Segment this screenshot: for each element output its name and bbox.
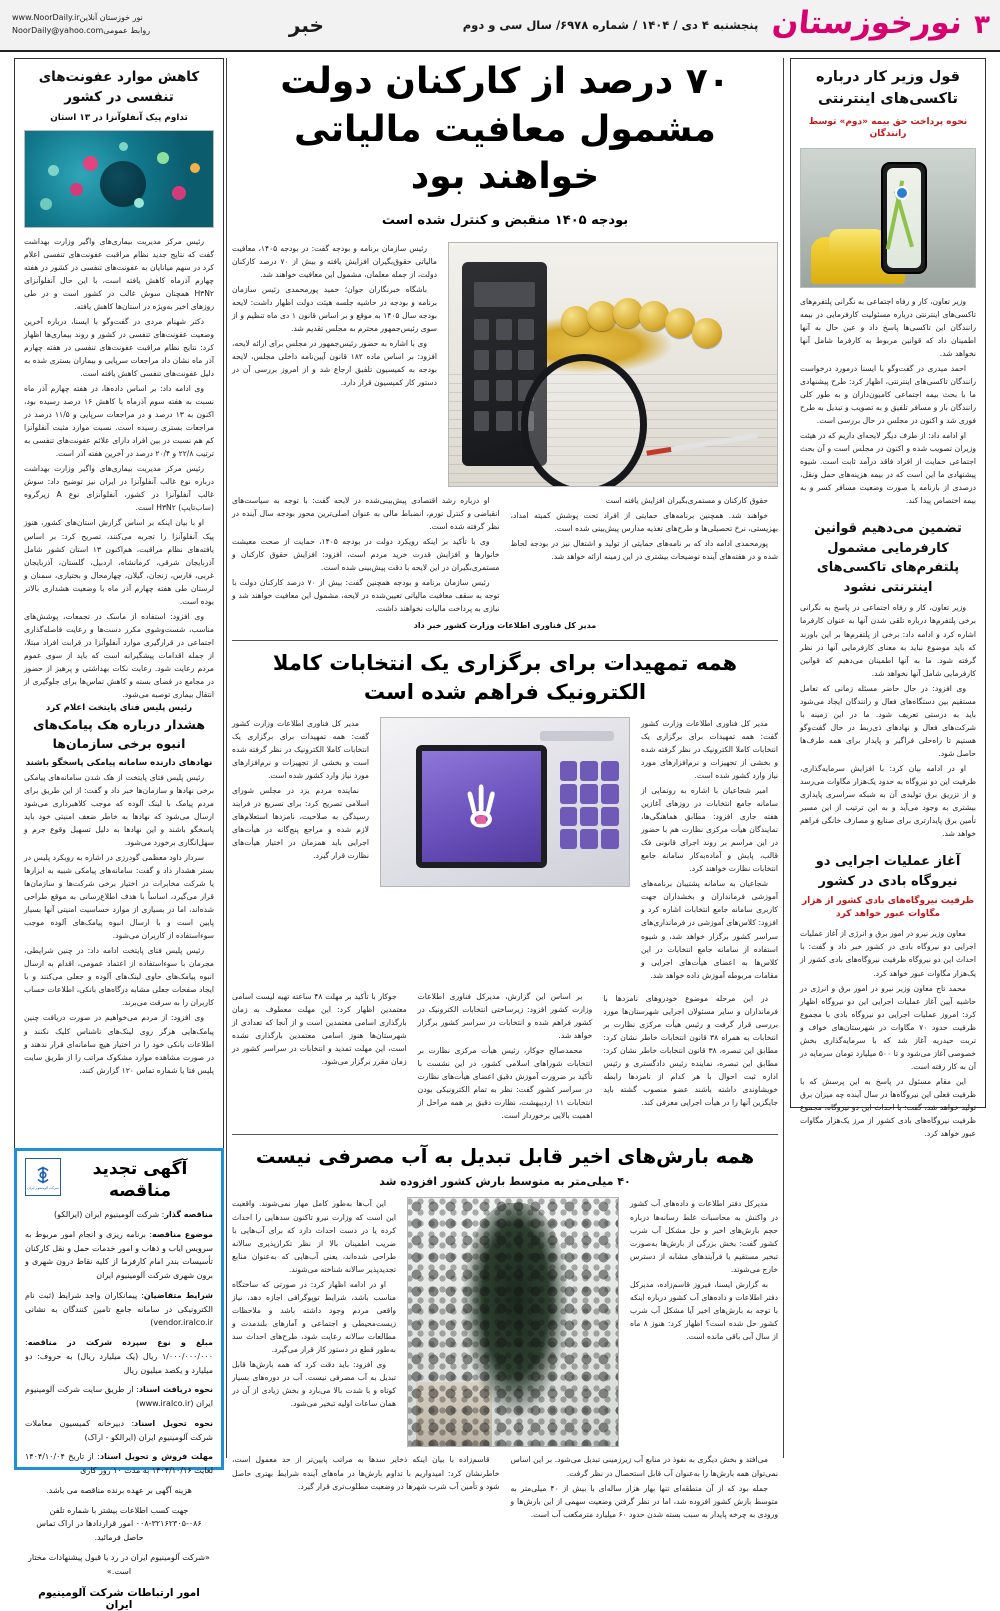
right-third-subheading: ظرفیت نیروگاه‌های بادی کشور از هزار مگاوات عبور خواهد کرد	[801, 896, 975, 920]
budget-story-headline: ۷۰ درصد از کارکنان دولت مشمول معافیت مالیاتی خواهند بود	[280, 61, 730, 198]
right-third-body	[800, 927, 976, 1140]
ad-line-deposit: مبلغ و نوع سپرده شرکت در مناقصه: ۱/۰۰۰/۰۰۰/۰۰۰ ریال (یک میلیارد ریال) به حروف: دو میلیارد و یکصد میلیون ریال	[25, 1338, 213, 1375]
right-lead-subtitle: نحوه پرداخت حق بیمه «دوم» توسط رانندگان	[808, 116, 968, 140]
paragraph: رئیس پلیس فتای پایتخت از هک شدن سامانه‌های پیامکی برخی نهادها و سازمان‌ها خبر داد و گفت: از این طریق برای مردم پیامک با لینک آلوده که موجب کلاهبرداری می‌شود ارسال می‌شود که نهادها به خاطر ضعف امنیتی خود باید پاسخگو باشند و این نهادها به دلیل تسهیل وقوع جرم و سهل‌انگاری برخورد می‌شود.	[24, 772, 214, 847]
taxi-app-photo	[800, 148, 976, 288]
ad-value: از طریق سایت شرکت آلومینیوم ایران (www.iralco.ir)	[25, 1385, 213, 1409]
paragraph: جمله بود که از آن منطقه‌ای تنها بهار هزار ساله‌ای با بیش از ۴۰ میلی‌متر به متوسط بارش کشور افزوده شد، اما در نظر گرفتن وضعیت سهمی از این بارش‌ها و ورودی به چرخه پایدار به سبب بسته شدن حدود ۶۰ میلیارد مترمکعب آب است.	[510, 1483, 778, 1519]
left-lead-title: کاهش موارد عفونت‌های تنفسی در کشور	[38, 69, 200, 106]
right-lead-body	[800, 295, 976, 508]
paragraph: او در ادامه بیان کرد: با افزایش سرمایه‌گذاری، ظرفیت این دو نیروگاه به حدود یک‌هزار مگاوات می‌رسد و از تزریق برق تولیدی آن به شبکه سراسری پایداری بیشتری به وجود می‌آید و به این ترتیب از این مسیر تأمین برق پایدارتری برای صنایع و مصارف خانگی فراهم خواهد شد.	[800, 764, 976, 839]
page-number: ۳	[974, 10, 990, 40]
ad-label: نحوه دریافت اسناد	[138, 1385, 213, 1395]
right-third-heading: آغاز عملیات اجرایی دو نیروگاه بادی در کشور	[815, 854, 961, 889]
right-second-heading: تضمین می‌دهیم قوانین کارفرمایی مشمول پلتفرم‌های تاکسی‌های اینترنتی نشود	[814, 521, 962, 595]
tulip-emblem-icon	[449, 776, 513, 836]
ad-label: مبلغ و نوع سپرده شرکت در مناقصه	[27, 1338, 213, 1348]
paragraph: بر اساس این گزارش، مدیرکل فناوری اطلاعات وزارت کشور افزود: زیرساختی انتخابات الکترونیک در کشور فراهم شده و انتخابات در سراسر کشور برگزار خواهد شد.	[417, 991, 593, 1040]
rain-story-headline: همه بارش‌های اخیر قابل تبدیل به آب مصرفی نیست	[255, 1145, 755, 1169]
main-column	[231, 58, 779, 1519]
paragraph: او در ادامه اظهار کرد: در صورتی که ساختگاه مناسب باشد، شرایط توپوگرافی اجازه دهد، نیاز واقعی مردم وجود داشته باشد و ملاحظات زیست‌محیطی و اجتماعی و آمارهای بلندمدت و مطالعات سالانه رعایت شود، طرح‌های احداث سد به‌طور قطع در دستور کار قرار می‌گیرد.	[232, 1279, 396, 1354]
right-lead-title: قول وزیر کار درباره تاکسی‌های اینترنتی	[816, 69, 960, 107]
paragraph: دکتر شهنام مردی در گفت‌وگو با ایسنا، درباره آخرین وضعیت عفونت‌های تنفسی در کشور و روند بیماری‌ها اظهار کرد: نتایج نظام مراقبت عفونت‌های تنفسی در هفته چهارم آذر ماه نشان داد مراجعات سرپایی و بیماران بستری شده به دلیل عفونت‌های تنفسی کاهش یافته است.	[24, 316, 214, 378]
ad-label: مناقصه گذار	[164, 1210, 213, 1220]
ad-header	[25, 1158, 213, 1202]
paragraph: رئیس سازمان برنامه و بودجه گفت: در بودجه ۱۴۰۵، معافیت مالیاتی حقوق‌بگیران افزایش یافته و بیش از ۷۰ درصد کارکنان دولت، از جمله معلمان، مشمول این معافیت خواهند شد.	[232, 243, 437, 279]
election-story	[232, 649, 778, 1124]
paragraph: قاسم‌زاده با بیان اینکه ذخایر سدها به مراتب پایین‌تر از حد معمول است، خاطرنشان کرد: امیدواریم با تداوم بارش‌ها در ماه‌های آینده شرایط بهتری حاصل شود و تأمین آب شرب شهرها در وضعیت مطلوب‌تری قرار گیرد.	[232, 1455, 500, 1491]
paragraph: رئیس مرکز مدیریت بیماری‌های واگیر وزارت بهداشت درباره نوع غالب آنفلوآنزا در ایران نیز توضیح داد: سوش غالب آنفلوآنزا در کشور، آنفلوآنزای نوع A زیرگروه (ساب‌تایپ) H۳N۲ است.	[24, 464, 214, 513]
left-second-kicker: رئیس پلیس فتای پایتخت اعلام کرد	[45, 703, 193, 714]
rain-story-col-left2	[232, 1453, 500, 1522]
paragraph: رئیس سازمان برنامه و بودجه همچنین گفت: بیش از ۷۰ درصد کارکنان دولت با توجه به سقف معافیت مالیاتی تعیین‌شده در لایحه، مشمول این معافیت خواهند شد و نیازی به پرداخت مالیات نخواهند داشت.	[232, 577, 500, 613]
paragraph: محمد تاج معاون وزیر نیرو در امور برق و انرژی در حاشیه آیین آغاز عملیات اجرایی این دو نیروگاه اظهار کرد: امروز عملیات اجرایی دو نیروگاه بادی با مجموع ظرفیت حدود ۷۰ مگاوات در شهرستان‌های خواف و تربت حیدریه آغاز شد که با سرمایه‌گذاری بخش خصوصی آغاز می‌شود و تا ۵۰۰ میلیارد تومان سرمایه در آن به کار رفته است.	[800, 983, 976, 1071]
budget-story-col-right	[232, 242, 437, 392]
ad-value: برنامه ریزی و انجام امور مربوط به سرویس ایاب و ذهاب و امور خدمات حمل و نقل کارکنان تأسیسات بندر امام کارفرما از کلیه نقاط درون شهری و برون شهری شرکت آلومینیوم ایران	[25, 1229, 213, 1281]
budget-story-col-left	[232, 494, 500, 617]
masthead-brand	[463, 0, 1000, 50]
paragraph: امیر شجاعیان با اشاره به رونمایی از سامانه جامع انتخابات در روزهای آغازین هفته جاری افزود: مطابق هماهنگی‌ها، نمایندگان هیأت مرکزی نظارت هم با حضور در این مراسم بر روند اجرای قانونی فک قالب، پایش و آماده‌به‌کار سامانه جامع انتخابات نظارت خواهند کرد.	[641, 785, 778, 874]
right-sidebar	[790, 58, 986, 1139]
ad-line-organizer: مناقصه گذار: شرکت آلومینیوم ایران (ایرالکو)	[54, 1210, 213, 1220]
left-second-heading: هشدار درباره هک پیامک‌های انبوه برخی سازمان‌ها	[32, 717, 206, 751]
iralco-logo	[25, 1158, 61, 1196]
paragraph: وی افزود: باید دقت کرد که همه بارش‌ها قابل تبدیل به آب مصرفی نیست. آب در دوره‌های بسیار کوتاه و با شدت بالا می‌بارد و بخش زیادی از آن در همان ساعات اولیه تبخیر می‌شود.	[232, 1360, 396, 1409]
contact-pr-label: روابط عمومی	[103, 26, 151, 35]
paragraph: او ادامه داد: از طرف دیگر لایحه‌ای داریم که در هیئت وزیران تصویب شده و اکنون در مجلس است و آن بحث اجتماعی حمایت از افراد فاقد درآمد ثابت است. شیوه پیشنهادی ما این است که در بیمه هزینه‌های حمل ونقل، درصدی از بارنامه یا صورت وضعیت مسافر کسر و به بیمه اختصاص پیدا کند.	[800, 431, 976, 506]
ad-value: ۱/۰۰۰/۰۰۰/۰۰۰ ریال (یک میلیارد ریال) به حروف: دو میلیارد و یکصد میلیون ریال	[25, 1351, 213, 1375]
paragraph: مدیر کل فناوری اطلاعات وزارت کشور گفت: همه تمهیدات برای برگزاری یک انتخابات کاملا الکترونیک در نظر گرفته شده و بخشی از تجهیزات و نرم‌افزارهای مورد نیاز وارد کشور شده است.	[641, 718, 778, 780]
ad-line-subject: موضوع مناقصه: برنامه ریزی و انجام امور مربوط به سرویس ایاب و ذهاب و امور خدمات حمل و نقل کارکنان تأسیسات بندر امام کارفرما از کلیه نقاط درون شهری و برون شهری شرکت آلومینیوم ایران	[25, 1229, 213, 1281]
election-story-col-right	[641, 717, 778, 984]
paragraph: وزیر تعاون، کار و رفاه اجتماعی در پاسخ به نگرانی برخی پلتفرم‌ها درباره تلقی شدن آنها به عنوان کارفرما اشاره کرد و ادامه داد: برخی از پلتفرم‌ها بر این باورند که باید موضوع نباید به معنای کارفرمایی آنها در نظر گرفته شود. ما به آنها اطمینان می‌دهیم که قوانین کارفرمایی شامل آنها نخواهد شد.	[800, 603, 976, 678]
paragraph: معاون وزیر نیرو در امور برق و انرژی از آغاز عملیات اجرایی دو نیروگاه بادی در کشور خبر داد و گفت: با احداث این دو نیروگاه ظرفیت نیروگاه‌های بادی کشور از یک‌هزار مگاوات عبور خواهد کرد.	[800, 929, 976, 978]
election-story-col-mid2	[418, 990, 593, 1124]
ad-note-1: هزینه آگهی بر عهده برنده مناقصه می باشد.	[46, 1485, 192, 1495]
story-divider-2	[232, 1134, 778, 1135]
newspaper-logo: نورخوزستان	[770, 4, 965, 41]
paragraph: وی با اشاره به حضور رئیس‌جمهور در مجلس برای ارائه لایحه، افزود: بر اساس ماده ۱۸۲ قانون آیین‌نامه داخلی مجلس، لایحه بودجه به کمیسیون تلفیق ارجاع شد و از امروز بررسی آن در دستور کار کمیسیون قرار دارد.	[232, 338, 437, 388]
ad-label: مهلت فروش و تحویل اسناد	[99, 1452, 213, 1462]
paragraph: وی با تأکید بر اینکه رویکرد دولت در بودجه ۱۴۰۵، حمایت از صحت معیشت خانوارها و افزایش قدرت خرید مردم است، افزود: افزایش حقوق کارکنان و مستمری‌بگیران در این لایحه با دقت پیش‌بینی شده است.	[232, 536, 500, 572]
left-sidebar	[14, 58, 224, 1178]
paragraph: خواهند شد. همچنین برنامه‌های حمایتی از افراد تحت پوشش کمیته امداد، بهزیستی، نرخ تحصیلی‌ها و طرح‌های تغذیه مدارس پیش‌بینی شده است.	[510, 510, 778, 533]
ad-value: از تاریخ ۱۴۰۴/۱۰/۰۴ لغایت ۱۴۰۴/۱۰/۱۶ به مدت ۱۰ روز کاری	[25, 1452, 213, 1476]
paragraph: جوکار با تأکید بر مهلت ۴۸ ساعته تهیه لیست اسامی معتمدین اظهار کرد: این مهلت معطوف به زمان بارگذاری اسامی معتمدین است و از آنجا که تعدادی از شهرستان‌ها هنوز اسامی معتمدین بارگذاری نشده است، این مهلت تمدید و انتخابات در سراسر کشور در زمان مقرر برگزار می‌شود.	[231, 991, 407, 1066]
contact-email[interactable]: NoorDaily@yahoo.com	[12, 26, 104, 35]
ad-value: شرکت آلومینیوم ایران (ایرالکو)	[54, 1210, 160, 1220]
ad-footer: امور ارتباطات شرکت آلومینیوم ایران	[38, 1587, 200, 1611]
paragraph: باشگاه خبرنگاران جوان؛ حمید پورمحمدی رئیس سازمان برنامه و بودجه در حاشیه جلسه هیئت دولت اظهار داشت: لایحه بودجه سال ۱۴۰۵ به موقع و بر اساس قانون ۱ دی ماه تنظیم و از سوی رئیس‌جمهور محترم به مجلس تقدیم شد.	[232, 284, 437, 333]
budget-story-col-mid	[511, 494, 779, 617]
ad-line-deadline: مهلت فروش و تحویل اسناد: از تاریخ ۱۴۰۴/۱۰/۰۴ لغایت ۱۴۰۴/۱۰/۱۶ به مدت ۱۰ روز کاری	[25, 1452, 213, 1476]
story-divider	[232, 640, 778, 641]
ad-line-delivery: نحوه تحویل اسناد: دبیرخانه کمیسیون معاملات شرکت آلومینیوم ایران (ایرالکو - اراک)	[25, 1418, 213, 1442]
coins-calculator-magnifier-photo	[448, 242, 778, 487]
ad-value: دبیرخانه کمیسیون معاملات شرکت آلومینیوم ایران (ایرالکو - اراک)	[25, 1418, 213, 1442]
virus-microscope-photo	[24, 130, 214, 228]
left-lead-subtitle: تداوم پیک آنفلوآنزا در ۱۳ استان	[50, 112, 188, 123]
paragraph: او درباره رشد اقتصادی پیش‌بینی‌شده در لایحه گفت: با توجه به سیاست‌های انقباضی و کنترل تورم، انضباط مالی به عنوان اصلی‌ترین محور بودجه سال آینده در نظر گرفته شده است.	[232, 495, 500, 531]
election-story-col-left	[232, 717, 369, 865]
paragraph: رئیس پلیس فتای پایتخت ادامه داد: در چنین شرایطی، مجرمان با سوءاستفاده از اعتماد عمومی، اقدام به ارسال انبوه پیامک‌های حاوی لینک‌های آلوده و جعلی می‌کنند و با ایجاد صفحات جعلی مشابه درگاه‌های بانکی، اطلاعات حساب کاربران را به سرقت می‌برند.	[24, 946, 214, 1008]
budget-story-subhead: بودجه ۱۴۰۵ منقبض و کنترل شده است	[381, 212, 629, 228]
rain-drops-window-tree-photo	[407, 1197, 619, 1447]
paragraph: شجاعیان به سامانه پشتیبان برنامه‌های آموزشی فرمانداران و بخشداران جهت کاربری سامانه جامع انتخابات اشاره کرد و افزود: کلاس‌های آموزشی در فرمانداری‌های سراسر کشور برگزار خواهد شد، و شیوه استفاده از سامانه جامع انتخابات در این کلاس‌ها به اعضای هیأت‌های اجرایی و مقامات مربوطه آموزش داده خواهد شد.	[641, 879, 778, 980]
ad-label: موضوع مناقصه	[152, 1229, 213, 1239]
paragraph: سردار داود معظمی گودرزی در اشاره به رویکرد پلیس در بستر هشدار داد و گفت: سامانه‌های پیامکی شبیه به ابزارها یا شرکت مخابرات در اختیار برخی شرکت‌ها و سازمان‌ها قرار می‌گیرد، اساساً با هدف اطلاع‌رسانی به موقع طراحی شده‌اند، اما در بسیاری از موارد حساسیت امنیتی آنها بسیار پایین است و با ارسال انبوه پیامک‌های آلوده موجب سوءاستفاده از کاربران می‌شود.	[24, 852, 214, 941]
paragraph: مدیرکل دفتر اطلاعات و داده‌های آب کشور در واکنش به محاسبات غلط رسانه‌ها درباره حجم بارش‌های اخیر و حل مشکل آب شرب کشور گفت: بخش بزرگی از بارش‌ها به‌صورت تبخیر مستقیم یا فرآیندهای مشابه از دسترس خارج می‌شوند.	[630, 1199, 778, 1274]
contact-site-url[interactable]: www.NoorDaily.ir	[12, 13, 80, 23]
election-story-col-mid3	[232, 990, 407, 1124]
paragraph: به گزارش ایسنا، فیروز قاسم‌زاده، مدیرکل دفتر اطلاعات و داده‌های آب کشور درباره اینکه با توجه به بارش‌های اخیر آیا مشکل آب شرب کشور حل شده است؟ اظهار کرد: هنوز ۸ ماه از سال آبی باقی مانده است.	[630, 1279, 778, 1341]
iralco-emblem-icon	[32, 1164, 54, 1186]
right-second-body	[800, 601, 976, 840]
ad-label: نحوه تحویل اسناد	[134, 1418, 213, 1428]
tender-advertisement	[14, 1148, 224, 1611]
paragraph: این آب‌ها به‌طور کامل مهار نمی‌شوند. واقعیت این است که وزارت نیرو تاکنون سدهایی را احداث کرده یا در دست احداث دارد که برای آب‌هایی با ضریب اطمینان بالا از نظر تکرارپذیری سالانه طراحی شده‌اند، یعنی آب‌هایی که به‌عنوان منابع تجدیدپذیر سالانه شناخته می‌شوند.	[232, 1199, 396, 1274]
paragraph: وی افزود: از مردم می‌خواهیم در صورت دریافت چنین پیامک‌هایی هرگز روی لینک‌های ناشناس کلیک نکنند و اطلاعات بانکی خود را در اختیار هیچ سامانه‌ای قرار ندهند و در صورت مشاهده موارد مشکوک مراتب را از طریق سایت پلیس فتا یا شماره تماس ۱۲۰ گزارش کنند.	[24, 1013, 214, 1075]
paragraph: او با بیان اینکه بر اساس گزارش استان‌های کشور، هنوز پیک آنفلوآنزا را تجربه می‌کنند، تصریح کرد: بر اساس یافته‌های نظام مراقبت، هم‌اکنون ۱۳ استان کشور شامل آذربایجان شرقی، کرمانشاه، اردبیل، گلستان، آذربایجان غربی، فارس، زنجان، گیلان، چهارمحال و بختیاری، سمنان و لرستان طی هفته چهارم آذر ماه با وضعیت هشداری بالاتر بوده است.	[24, 518, 214, 606]
paragraph: مدیر کل فناوری اطلاعات وزارت کشور گفت: همه تمهیدات برای برگزاری یک انتخابات کاملا الکترونیک در نظر گرفته شده است و بخشی از تجهیزات و نرم‌افزارهای مورد نیاز وارد کشور شده است.	[232, 718, 369, 780]
paragraph: وزیر تعاون، کار و رفاه اجتماعی به نگرانی پلتفرم‌های تاکسی‌های اینترنتی درباره مسئولیت کارفرمایی در بیمه رانندگان این تاکسی‌ها پاسخ داد و عین حال به آنها اطمینان داد که قوانین مربوط به کارفرما شامل آنها نخواهد شد.	[800, 296, 976, 358]
paragraph: می‌افتد و بخش دیگری به نفوذ در منابع آب زیرزمینی تبدیل می‌شود. بر این اساس نمی‌توان همه بارش‌ها را به‌عنوان آب قابل استحصال در نظر گرفت.	[510, 1455, 778, 1478]
rain-story-col-left	[511, 1453, 779, 1522]
left-lead-body	[24, 235, 214, 702]
electronic-voting-machine-photo	[380, 717, 630, 887]
ad-value: پیمانکاران واجد شرایط (ثبت نام الکترونیکی در سامانه جامع تامین کنندگان به نشانی vendor.iralco.ir)	[25, 1290, 213, 1328]
issue-date-line: پنجشنبه ۴ دی / ۱۴۰۴ / شماره ۶۹۷۸/ سال سی و دوم	[462, 18, 759, 32]
section-title: خبر	[288, 13, 324, 37]
paragraph: احمد میدری در گفت‌وگو با ایسنا درمورد درخواست رانندگان تاکسی‌های اینترنتی، اظهار کرد: طرح پیشنهادی ما با بحث بیمه اجتماعی کامیون‌داران و به طور کلی رانندگان بار و مسافر تلفیق و به تصویب و تبدیل به طرح فوری شد و اکنون در مجلس در حال بررسی است.	[800, 363, 976, 426]
paragraph: محمدصالح جوکار، رئیس هیأت مرکزی نظارت بر انتخابات شوراهای اسلامی کشور، در این نشست با تأکید بر ضرورت آموزش دقیق اعضای هیأت‌های نظارت در سراسر کشور گفت: نظر به تمام الکترونیکی بودن انتخابات ۱۱ اردیبهشت، نظارت دقیق بر همه مراحل از اهمیت بالایی برخوردار است.	[417, 1045, 593, 1121]
paragraph: پورمحمدی ادامه داد که بر نامه‌های حمایتی از تولید و اشتغال نیز در بودجه لحاظ شده و در هفته‌های آینده توضیحات بیشتری در این زمینه ارائه خواهد شد.	[510, 538, 778, 561]
rain-story-subhead: ۴۰ میلی‌متر به متوسط بارش کشور افزوده شد	[379, 1175, 631, 1189]
ad-note-3: «شرکت آلومینیوم ایران در رد یا قبول پیشنهادات مختار است.»	[28, 1552, 210, 1576]
divider-right	[783, 58, 784, 1458]
paragraph: وی افزود: در حال حاضر مسئله زمانی که تعامل مستقیم بین دستگاه‌های فعال و رانندگان ایجاد می‌شود باید به درستی تعریف شود. ما در این زمینه با شرکت‌های فعال و نهادهای ذی‌ربط در حال گفت‌وگو هستیم تا راه‌حلی فراگیر و پایدار برای همه طرف‌ها حاصل شود.	[800, 683, 976, 758]
rain-story-col-mid	[232, 1197, 396, 1412]
rain-story-col-right	[630, 1197, 778, 1345]
masthead	[0, 0, 1000, 52]
masthead-contact	[0, 12, 150, 38]
rain-story	[232, 1143, 778, 1523]
ad-line-docs: نحوه دریافت اسناد: از طریق سایت شرکت آلومینیوم ایران (www.iralco.ir)	[25, 1385, 213, 1409]
paragraph: حقوق کارکنان و مستمری‌بگیران افزایش یافته است	[605, 495, 768, 505]
paragraph: وی ادامه داد: بر اساس داده‌ها، در هفته چهارم آذر ماه نسبت به هفته سوم آذرماه با کاهش ۱۶ درصد رسیده بود، اکنون به ۱۳ درصد و در مراجعات سرپایی و ۱۱/۵ درصد در مراجعات بستری رسیده است. نسبت موارد مثبت آنفلوآنزا کم‌ هم نسبت در بین افراد دارای علائم عفونت‌های تنفسی به ترتیب ۲۲/۸ و ۲۰/۴ درصد در آخرین هفته آذر است.	[24, 384, 214, 459]
ad-line-conditions: شرایط متقاضیان: پیمانکاران واجد شرایط (ثبت نام الکترونیکی در سامانه جامع تامین کنندگان به نشانی vendor.iralco.ir)	[25, 1290, 214, 1328]
divider-left	[226, 58, 227, 1458]
paragraph: این مقام مسئول در پاسخ به این پرسش که با ظرفیت فعلی این نیروگاه‌ها در سال آینده چه میزان برق تولید خواهد شد، گفت: با احداث این دو نیروگاه، مجموع ظرفیت نیروگاه‌های بادی کشور از مرز یک‌هزار مگاوات عبور خواهد کرد.	[800, 1076, 976, 1139]
ad-label: شرایط متقاضیان	[143, 1290, 214, 1300]
paragraph: در این مرحله موضوع خودروهای نامزدها با فرمانداران و سایر مسئولان اجرایی شهرستان‌ها مورد بررسی قرار گرفت و رئیس هیأت مرکزی نظارت بر انتخابات به همراه ۳۸ قانون انتخابات خاطر نشان کرد: مطابق این تبصره، ۳۸ قانون انتخابات خاطر نشان کرد: مطابق این تبصره، نماینده رئیس دادگستری و رئیس اداره ثبت احوال با هر کدام از نامزدها رابطه خویشاوندی داشته باشند عضو منصوب گشته باید جایگزین آنها را در هیأت اجرایی معرفی کند.	[603, 993, 779, 1108]
left-second-body	[24, 771, 214, 1077]
paragraph: نماینده مردم یزد در مجلس شورای اسلامی تصریح کرد: برای تسریع در فرایند رسیدگی به صلاحیت، نامزدها استعلام‌های لازم شده و مراجع پنج‌گانه در هیأت‌های اجرایی باید همزمان در اختیار هیأت‌های نظارت قرار گیرد.	[232, 785, 369, 861]
ad-title: آگهی تجدید مناقصه	[92, 1159, 188, 1202]
paragraph: رئیس مرکز مدیریت بیماری‌های واگیر وزارت بهداشت گفت که نتایج جدید نظام مراقبت عفونت‌های تنفسی اعلام کرد در سهم میانایان به عفونت‌های تنفسی در کشور در هفته چهارم آذرماه کاهش یافته است، با این حال آنفلوآنزای H۳N۲ همچنان سوش غالب در کشور است و در طی روزهای اخیر به‌ویژه در استان‌ها کاهش یافته.	[24, 236, 214, 311]
paragraph: وی افزود: استفاده از ماسک در تجمعات، پوشش‌های مناسب، شست‌وشوی مکرر دست‌ها و رعایت فاصله‌گذاری اجتماعی در قرارگیری موارد آنفلوآنزا در قرابت افراد مبتلا، از جمله اقدامات پیشگیرانه است که باید از سوی عموم مردم رعایت شود. رعایت نکات بهداشتی و پرهیز از حضور در مجامع در فضای بسته و کاهش تماس‌ها برای جلوگیری از انتقال بیماری توصیه می‌شود.	[24, 611, 214, 700]
iralco-logo-caption: شرکت آلومینیوم ایران	[27, 1185, 59, 1190]
contact-site-label: نور خوزستان آنلاین	[79, 13, 143, 23]
budget-story	[232, 58, 778, 630]
election-story-col-mid	[603, 990, 778, 1124]
budget-story-caption: مدیر کل فناوری اطلاعات وزارت کشور خبر داد	[413, 620, 597, 630]
left-second-subheading: نهادهای دارنده سامانه پیامکی پاسخگو باشند	[25, 757, 213, 768]
ad-note-2: جهت کسب اطلاعات بیشتر با شماره تلفن ۰۸۶-۳۲۱۶۲۳۰۵-۰۰۸ امور قراردادها در اراک تماس حاصل فرمائید.	[36, 1505, 202, 1543]
election-story-headline: همه تمهیدات برای برگزاری یک انتخابات کاملا الکترونیک فراهم شده است	[272, 650, 738, 705]
